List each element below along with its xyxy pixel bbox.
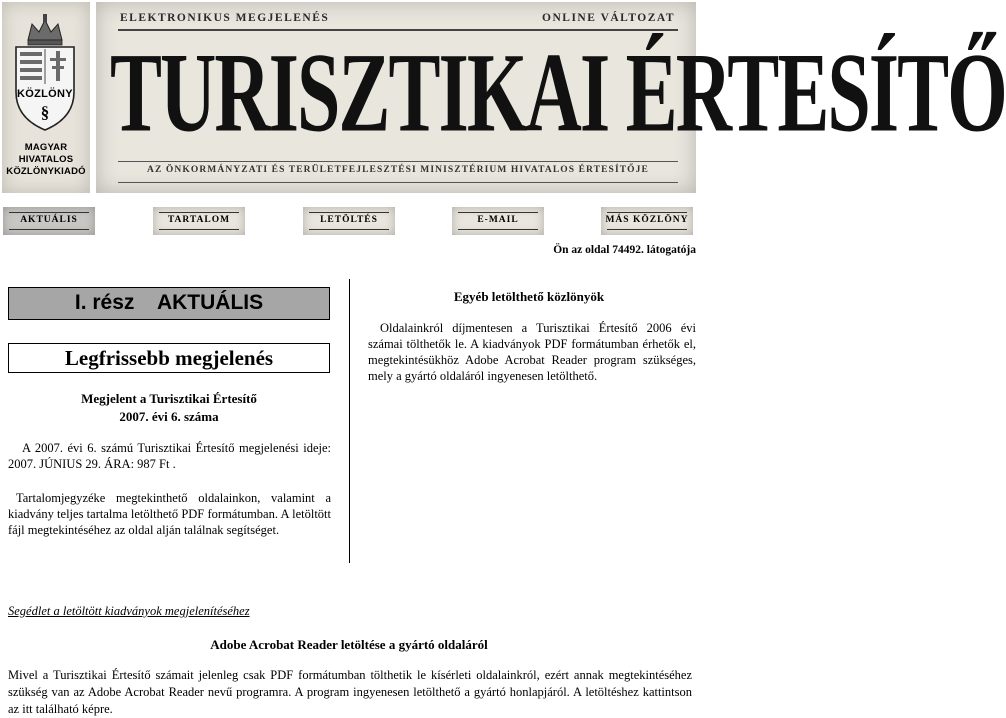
acrobat-download-paragraph: Mivel a Turisztikai Értesítő számait jelenleg csak PDF formátumban tölthetik le kísérleti oldalainkról, ezért annak megtekintéséhez szükség van az Adobe Acrobat Reader nevű programra. A program ingyenesen letölthető a gyártó honlapjáról. A letöltéshez kattintson az itt található képre. [8, 668, 692, 716]
latest-title-box [8, 343, 330, 373]
publisher-name [2, 142, 90, 178]
other-downloads-paragraph: Oldalainkról díjmentesen a Turisztikai Értesítő 2006 évi számai tölthetők le. A kiadványok PDF formátumban érhetők el, megtekintésükhöz Adobe Acrobat Reader program szükséges, mely a gyártó oldaláról ingyenesen letölthető. [368, 321, 696, 383]
section-title: I. rész AKTUÁLIS [74, 291, 264, 314]
column-divider [349, 279, 350, 563]
table-of-contents-paragraph: Tartalomjegyzéke megtekinthető oldalainkon, valamint a kiadvány teljes tartalma letölthető PDF formátumban. A letöltött fájl megtekintéséhez az oldal alján találnak segítséget. [8, 491, 331, 537]
edition-label: ELEKTRONIKUS MEGJELENÉS [120, 12, 330, 24]
nav-mas-kozlony-button[interactable] [601, 207, 693, 235]
nav-label: E-MAIL [477, 215, 519, 225]
nav-label: TARTALOM [167, 215, 231, 225]
nav-label: LETÖLTÉS [320, 215, 378, 225]
publication-heading-line-1: Megjelent a Turisztikai Értesítő [81, 391, 257, 406]
section-symbol: § [40, 103, 50, 122]
masthead-rule [118, 161, 678, 162]
section-title-box [8, 287, 330, 320]
nav-email-button[interactable] [452, 207, 544, 235]
publication-heading [8, 390, 330, 426]
other-downloads-heading: Egyéb letölthető közlönyök [453, 289, 605, 304]
acrobat-download-heading: Adobe Acrobat Reader letöltése a gyártó oldaláról [210, 637, 488, 652]
site-title: TURISZTIKAI ÉRTESÍTŐ [110, 29, 1006, 156]
latest-title: Legfrissebb megjelenés [64, 346, 274, 370]
nav-label: AKTUÁLIS [20, 215, 78, 225]
publisher-line-2: HIVATALOS [18, 154, 74, 165]
masthead-title [110, 29, 1006, 156]
nav-label: MÁS KÖZLÖNY [605, 215, 689, 225]
publication-date-paragraph: A 2007. évi 6. számú Turisztikai Értesítő megjelenési ideje: 2007. JÚNIUS 29. ÁRA: 987 Ft . [8, 441, 331, 471]
publisher-line-1: MAGYAR [24, 142, 68, 153]
nav-aktualis-button[interactable] [3, 207, 95, 235]
crest-label: KÖZLÖNY [17, 88, 73, 100]
nav-letoltes-button[interactable] [303, 207, 395, 235]
publisher-line-3: KÖZLÖNYKIADÓ [6, 166, 86, 177]
version-label: ONLINE VÁLTOZAT [542, 12, 675, 24]
masthead-rule [118, 182, 678, 183]
viewer-guide-link[interactable]: Segédlet a letöltött kiadványok megjelenítéséhez [8, 604, 250, 618]
visitor-counter: Ön az oldal 74492. látogatója [553, 244, 696, 256]
publication-heading-line-2: 2007. évi 6. száma [119, 409, 219, 424]
nav-tartalom-button[interactable] [153, 207, 245, 235]
masthead-subtitle: AZ ÖNKORMÁNYZATI ÉS TERÜLETFEJLESZTÉSI MINISZTÉRIUM HIVATALOS ÉRTESÍTŐJE [147, 165, 649, 175]
